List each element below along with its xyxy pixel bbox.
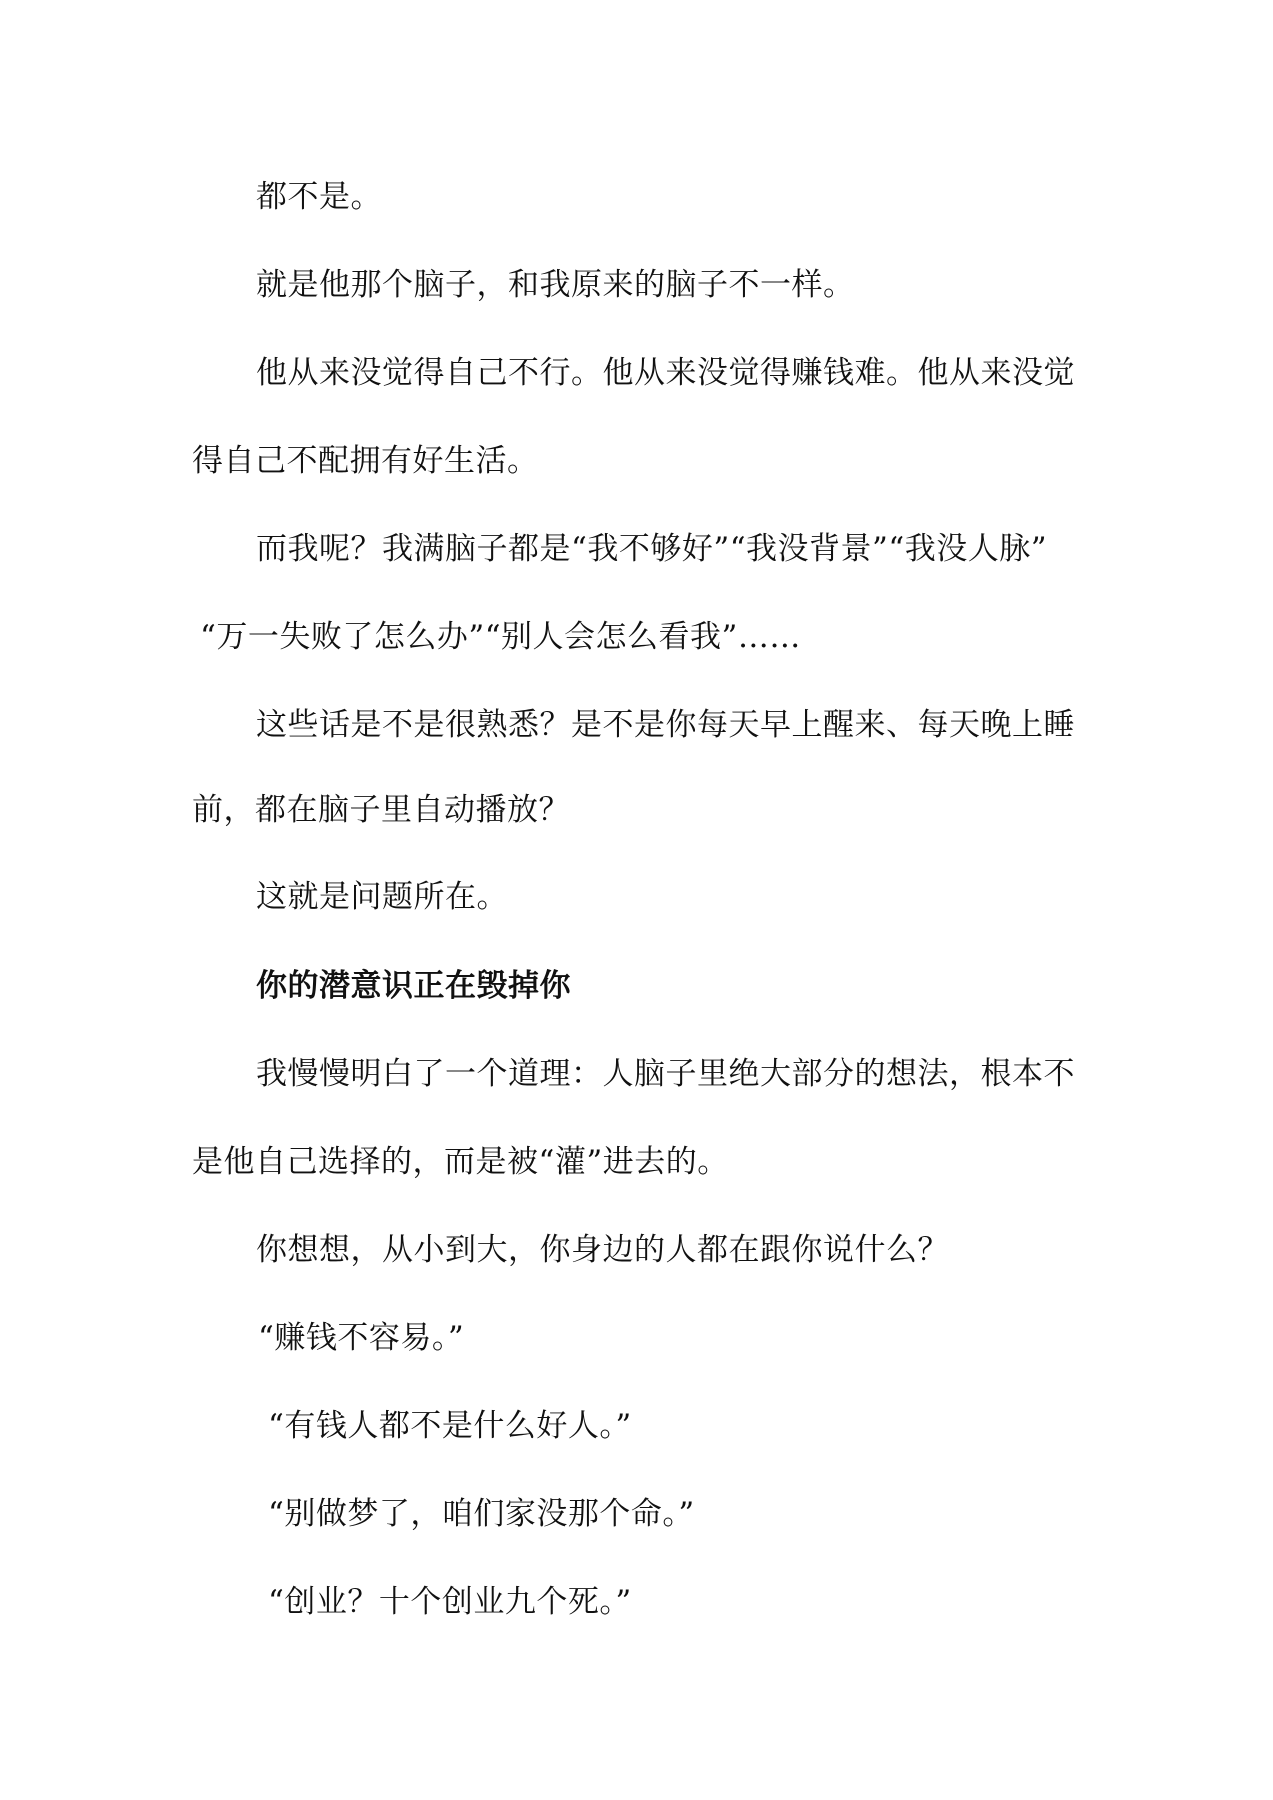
- paragraph-line: “万一失败了怎么办”“别人会怎么看我”……: [200, 619, 801, 655]
- quote-line: “有钱人都不是什么好人。”: [268, 1408, 632, 1444]
- paragraph-line: 我慢慢明白了一个道理：人脑子里绝大部分的想法，根本不: [256, 1056, 1075, 1092]
- paragraph-line: 而我呢？我满脑子都是“我不够好”“我没背景”“我没人脉”: [256, 531, 1048, 567]
- quote-line: “别做梦了，咱们家没那个命。”: [268, 1496, 695, 1532]
- paragraph-line: 就是他那个脑子，和我原来的脑子不一样。: [256, 267, 855, 303]
- quote-line: “赚钱不容易。”: [258, 1320, 465, 1356]
- paragraph-line: 都不是。: [256, 179, 382, 215]
- paragraph-line: 你想想，从小到大，你身边的人都在跟你说什么？: [256, 1232, 949, 1268]
- paragraph-line: 前，都在脑子里自动播放？: [192, 792, 570, 828]
- paragraph-line: 得自己不配拥有好生活。: [192, 443, 539, 479]
- paragraph-line: 他从来没觉得自己不行。他从来没觉得赚钱难。他从来没觉: [256, 355, 1075, 391]
- paragraph-line: 是他自己选择的，而是被“灌”进去的。: [192, 1144, 729, 1180]
- section-heading: 你的潜意识正在毁掉你: [256, 968, 571, 1004]
- paragraph-line: 这就是问题所在。: [256, 879, 508, 915]
- quote-line: “创业？十个创业九个死。”: [268, 1584, 632, 1620]
- paragraph-line: 这些话是不是很熟悉？是不是你每天早上醒来、每天晚上睡: [256, 707, 1075, 743]
